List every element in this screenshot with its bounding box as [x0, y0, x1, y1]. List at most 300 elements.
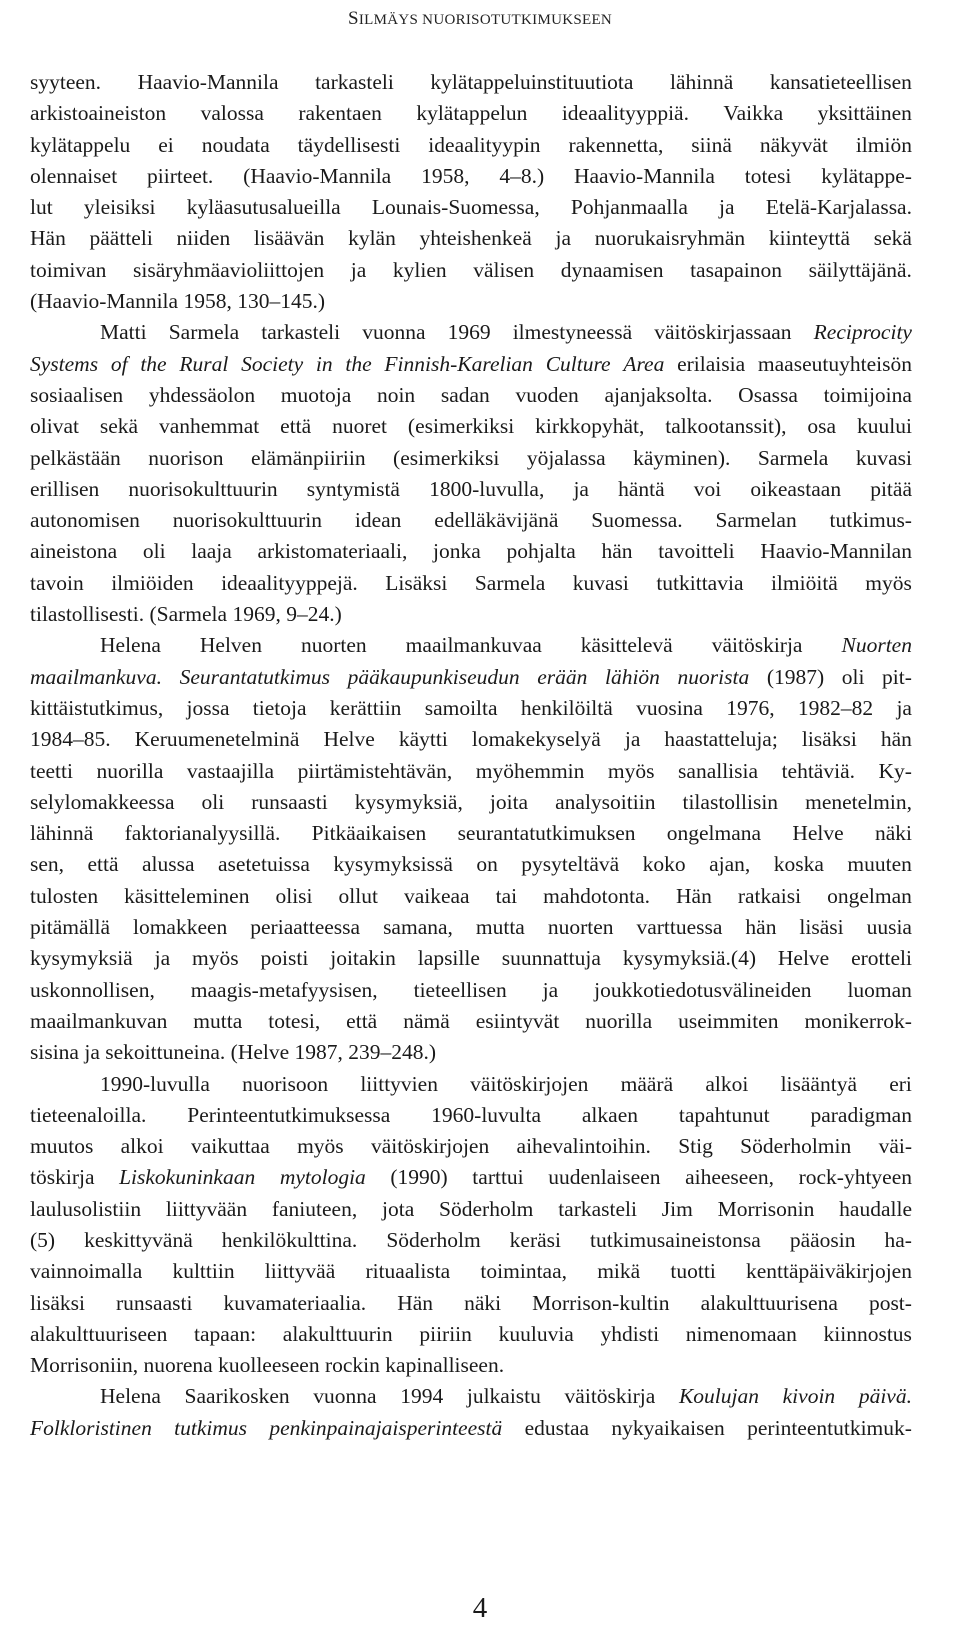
- text-line: [30, 693, 912, 724]
- word: muotoja: [280, 382, 352, 407]
- word: hän: [601, 539, 633, 564]
- word: sisina: [30, 1040, 79, 1065]
- text-line: [30, 1069, 912, 1100]
- word: väitöskirja: [564, 1384, 656, 1409]
- word: Systems: [30, 351, 99, 376]
- word: alkaen: [581, 1102, 638, 1127]
- word: nämä: [403, 1008, 450, 1033]
- word: asetetuissa: [218, 852, 310, 877]
- word: pohjalta: [506, 539, 576, 564]
- word: tai: [495, 883, 518, 908]
- word: esiintyvät: [475, 1008, 560, 1033]
- text-line: [30, 630, 912, 661]
- word: häntä: [618, 476, 665, 501]
- word: koko: [642, 852, 686, 877]
- word: kenttäpäiväkirjojen: [746, 1259, 912, 1284]
- text-line: [30, 1006, 912, 1037]
- word: 1982–82: [797, 695, 874, 720]
- word: kuvasi: [572, 570, 629, 595]
- word: of: [110, 351, 128, 376]
- text-line: [30, 349, 912, 380]
- word: Culture: [545, 351, 611, 376]
- word: (esimerkiksi: [407, 414, 515, 439]
- word: tuotti: [670, 1259, 716, 1284]
- word: mutta: [475, 915, 525, 940]
- word: lisäävän: [253, 226, 325, 251]
- word: Helena: [100, 1384, 161, 1409]
- word: Society: [241, 351, 304, 376]
- word: kysymyksiä,: [354, 789, 463, 814]
- word: henkilökulttina.: [221, 1227, 358, 1252]
- word: tutkimus: [174, 1415, 248, 1440]
- word: 1984–85.: [30, 727, 111, 752]
- word: ilmestyneessä: [512, 320, 633, 345]
- word: faktorianalyysillä.: [124, 821, 281, 846]
- text-line: [30, 1131, 912, 1162]
- word: (1990): [390, 1165, 448, 1190]
- word: Seurantatutkimus: [179, 664, 331, 689]
- text-line: [30, 443, 912, 474]
- word: Osassa: [738, 382, 798, 407]
- text-line: [30, 1037, 912, 1068]
- word: Sarmela: [757, 445, 829, 470]
- text-line: [30, 1100, 912, 1131]
- word: teetti: [30, 758, 73, 783]
- word: Pohjanmaalla: [570, 195, 688, 220]
- word: ongelman: [827, 883, 912, 908]
- word: lisäksi: [801, 727, 857, 752]
- word: periaatteessa: [250, 915, 361, 940]
- word: Hän: [397, 1290, 434, 1315]
- word: 239–248.): [348, 1040, 437, 1065]
- word: julkaistu: [466, 1384, 541, 1409]
- word: vaikeaa: [403, 883, 470, 908]
- word: rituaalista: [365, 1259, 451, 1284]
- word: Hän: [30, 226, 66, 251]
- word: kiinnostus: [823, 1321, 912, 1346]
- text-line: [30, 1319, 912, 1350]
- word: Etelä-Karjalassa.: [765, 195, 912, 220]
- text-line: [30, 1381, 912, 1412]
- word: ilmiöitä: [770, 570, 838, 595]
- word: ajanjaksolta.: [604, 382, 713, 407]
- word: pit-: [882, 664, 912, 689]
- word: ideaalityypin: [428, 132, 541, 157]
- word: kerättiin: [329, 695, 402, 720]
- word: Helve: [323, 727, 375, 752]
- word: joukkotiedotusvälineiden: [594, 977, 812, 1002]
- word: Keruumenetelminä: [134, 727, 300, 752]
- word: ollut: [338, 883, 378, 908]
- word: vuonna: [362, 320, 426, 345]
- word: nimenomaan: [685, 1321, 797, 1346]
- word: nuorisokulttuurin: [172, 508, 323, 533]
- word: nuorilla: [585, 1008, 653, 1033]
- word: alakulttuuriseen: [30, 1321, 168, 1346]
- word: yhteishenkeä: [419, 226, 532, 251]
- word: Stig: [678, 1134, 713, 1159]
- text-line: [30, 1194, 912, 1225]
- body-text: [30, 67, 912, 1444]
- word: määrä: [620, 1071, 674, 1096]
- word: sekä: [873, 226, 912, 251]
- word: että: [346, 1008, 378, 1033]
- word: aineistona: [30, 539, 118, 564]
- word: 4–8.): [499, 163, 545, 188]
- word: edustaa: [524, 1415, 590, 1440]
- word: henkilöiltä: [520, 695, 613, 720]
- word: yhdisti: [600, 1321, 660, 1346]
- word: faniuteen,: [271, 1196, 358, 1221]
- word: välisen: [473, 257, 535, 282]
- word: uusia: [866, 915, 912, 940]
- word: erilaisia: [677, 351, 746, 376]
- text-line: [30, 787, 912, 818]
- text-line: [30, 161, 912, 192]
- word: erotteli: [851, 946, 912, 971]
- word: (Haavio-Mannila: [30, 289, 179, 314]
- word: Pitkäaikaisen: [311, 821, 427, 846]
- word: alakulttuurin: [282, 1321, 393, 1346]
- word: analysoitiin: [555, 789, 656, 814]
- word: Haavio-Mannila: [573, 163, 715, 188]
- text-line: [30, 474, 912, 505]
- running-header-initial: S: [347, 8, 359, 29]
- word: pääosin: [789, 1227, 856, 1252]
- text-line: [30, 223, 912, 254]
- word: menetelmin,: [805, 789, 912, 814]
- word: Area: [623, 351, 665, 376]
- word: talkootanssit),: [665, 414, 787, 439]
- word: paradigman: [810, 1102, 912, 1127]
- word: yöjalassa: [526, 445, 606, 470]
- word: eri: [889, 1071, 912, 1096]
- word: väitöskirjassaan: [654, 320, 792, 345]
- word: nuorista: [677, 664, 750, 689]
- word: selylomakkeessa: [30, 789, 175, 814]
- text-line: [30, 756, 912, 787]
- word: kivoin: [782, 1384, 836, 1409]
- word: voi: [693, 476, 722, 501]
- word: kuvasi: [855, 445, 912, 470]
- word: tutkittavia: [656, 570, 744, 595]
- word: piirtämistehtävän,: [297, 758, 453, 783]
- word: vainnoimalla: [30, 1259, 143, 1284]
- word: aiheeseen,: [685, 1165, 774, 1190]
- word: nuorten: [547, 915, 614, 940]
- word: lisäsi: [799, 915, 844, 940]
- word: monikerrok-: [804, 1008, 912, 1033]
- word: totesi,: [268, 1008, 321, 1033]
- word: syyteen.: [30, 70, 102, 94]
- word: Sarmelan: [715, 508, 797, 533]
- word: sen,: [30, 852, 65, 877]
- word: käsitteleminen: [124, 883, 250, 908]
- word: alussa: [142, 852, 195, 877]
- word: oli: [142, 539, 166, 564]
- word: 1969: [447, 320, 491, 345]
- word: oli: [201, 789, 225, 814]
- word: mahdotonta.: [543, 883, 650, 908]
- word: yleisiksi: [83, 195, 156, 220]
- word: tarkasteli: [558, 1196, 637, 1221]
- word: rock-yhtyeen: [798, 1165, 912, 1190]
- word: rakennetta,: [568, 132, 664, 157]
- word: tasapainon: [690, 257, 783, 282]
- word: päivä.: [858, 1384, 912, 1409]
- word: että: [280, 414, 312, 439]
- word: jota: [382, 1196, 415, 1221]
- word: näki: [874, 821, 912, 846]
- text-line: [30, 536, 912, 567]
- word: ja: [84, 1040, 100, 1065]
- word: Sarmela: [474, 570, 546, 595]
- word: Rural: [179, 351, 229, 376]
- running-header-rest: ILMÄYS NUORISOTUTKIMUKSEEN: [358, 12, 613, 28]
- word: liittyvää: [264, 1259, 336, 1284]
- word: noin: [376, 382, 416, 407]
- text-line: [30, 1350, 912, 1381]
- word: yksittäinen: [817, 101, 912, 126]
- word: kittäistutkimus,: [30, 695, 164, 720]
- word: Suomessa.: [591, 508, 683, 533]
- word: Vaikka: [723, 101, 784, 126]
- word: vanhemmat: [158, 414, 260, 439]
- word: myöhemmin: [475, 758, 585, 783]
- word: runsaasti: [251, 789, 328, 814]
- word: Hän: [676, 883, 712, 908]
- word: valossa: [200, 101, 264, 126]
- word: maailmankuvan: [30, 1008, 168, 1033]
- word: ja: [154, 946, 171, 971]
- word: lähiön: [604, 664, 660, 689]
- word: nuorison: [148, 445, 224, 470]
- text-line: [30, 568, 912, 599]
- text-line: [30, 881, 912, 912]
- page-number: 4: [472, 1592, 488, 1624]
- word: Jim: [661, 1196, 693, 1221]
- word: nuorisoon: [242, 1071, 329, 1096]
- word: toimintaa,: [480, 1259, 567, 1284]
- word: tieteellisen: [413, 977, 507, 1002]
- word: tehtäviä.: [781, 758, 855, 783]
- word: Söderholm: [439, 1196, 534, 1221]
- word: in: [315, 351, 333, 376]
- word: 130–145.): [237, 289, 325, 314]
- word: kiinteyttä: [768, 226, 851, 251]
- word: alkoi: [120, 1134, 164, 1159]
- word: lomakkeen: [132, 915, 228, 940]
- word: lisääntyä: [780, 1071, 857, 1096]
- word: sadan: [440, 382, 490, 407]
- word: sosiaalisen: [30, 382, 124, 407]
- word: tietoja: [252, 695, 307, 720]
- word: tapaan:: [194, 1321, 257, 1346]
- word: keräsi: [509, 1227, 562, 1252]
- word: muutos: [30, 1134, 94, 1159]
- word: ja: [719, 195, 735, 220]
- word: pääkaupunkiseudun: [347, 664, 520, 689]
- word: pelkästään: [30, 445, 121, 470]
- word: kulttiin: [172, 1259, 235, 1284]
- word: edelläkävijänä: [434, 508, 559, 533]
- word: elämänpiiriin: [250, 445, 366, 470]
- text-line: [30, 192, 912, 223]
- word: (Helve: [230, 1040, 290, 1065]
- word: toimijoina: [823, 382, 912, 407]
- word: ja: [896, 695, 912, 720]
- word: siinä: [691, 132, 732, 157]
- word: 1800-luvulla,: [429, 476, 545, 501]
- word: mikä: [597, 1259, 641, 1284]
- word: liittyvien: [360, 1071, 438, 1096]
- word: (1987): [766, 664, 825, 689]
- word: tapahtunut: [678, 1102, 770, 1127]
- word: ja: [555, 226, 571, 251]
- word: tieteenaloilla.: [30, 1102, 147, 1127]
- text-line: [30, 1225, 912, 1256]
- word: poisti: [260, 946, 309, 971]
- word: Ky-: [878, 758, 912, 783]
- word: 1958,: [421, 163, 470, 188]
- word: 1990-luvulla: [100, 1071, 210, 1096]
- word: lisäksi: [30, 1290, 85, 1315]
- word: vuosina: [636, 695, 703, 720]
- word: ja: [624, 727, 641, 752]
- word: Matti: [100, 320, 147, 345]
- word: myös: [607, 758, 655, 783]
- word: sisäryhmäavioliittojen: [133, 257, 325, 282]
- word: tavoin: [30, 570, 84, 595]
- word: joita: [489, 789, 529, 814]
- word: jonka: [433, 539, 481, 564]
- word: ei: [158, 132, 174, 157]
- word: Liskokuninkaan: [119, 1165, 256, 1190]
- word: luoman: [847, 977, 912, 1002]
- text-line: [30, 317, 912, 348]
- word: Helve: [792, 821, 844, 846]
- word: tutkimusaineistonsa: [590, 1227, 761, 1252]
- text-line: [30, 130, 912, 161]
- word: kylien: [392, 257, 447, 282]
- word: kuului: [856, 414, 912, 439]
- word: maaseutuyhteisön: [757, 351, 912, 376]
- word: aihevalintoihin.: [516, 1134, 651, 1159]
- word: säilyttäjänä.: [808, 257, 912, 282]
- word: kylätappeluinstituutiota: [430, 70, 634, 94]
- word: ilmiön: [855, 132, 912, 157]
- word: tarkasteli: [315, 70, 394, 94]
- word: käytti: [398, 727, 448, 752]
- word: perinteentutkimuk-: [747, 1415, 912, 1440]
- word: Haavio-Mannilan: [760, 539, 912, 564]
- word: pysyteltävä: [521, 852, 620, 877]
- word: tarttui: [472, 1165, 524, 1190]
- word: sanallisia: [678, 758, 759, 783]
- word: oikeastaan: [750, 476, 842, 501]
- word: 9–24.): [286, 602, 342, 627]
- word: nuorisokulttuurin: [128, 476, 278, 501]
- word: kuolleeseen: [218, 1353, 320, 1378]
- word: arkistoaineiston: [30, 101, 167, 126]
- word: vuoden: [515, 382, 579, 407]
- word: pitämällä: [30, 915, 110, 940]
- word: myös: [192, 946, 239, 971]
- word: lähinnä: [670, 70, 734, 94]
- word: suunnattuja: [501, 946, 601, 971]
- word: nuoret: [332, 414, 388, 439]
- word: Morrisonin: [717, 1196, 815, 1221]
- text-line: [30, 1162, 912, 1193]
- text-line: [30, 255, 912, 286]
- word: kylätappelun: [416, 101, 528, 126]
- word: Reciprocity: [813, 320, 912, 345]
- word: autonomisen: [30, 508, 140, 533]
- word: oli: [841, 664, 865, 689]
- word: mutta: [193, 1008, 243, 1033]
- word: kirkkopyhät,: [535, 414, 645, 439]
- word: ongelmana: [666, 821, 762, 846]
- word: keskittyvänä: [84, 1227, 193, 1252]
- word: kysymyksiä.(4): [622, 946, 756, 971]
- word: täydellisesti: [297, 132, 401, 157]
- word: niiden: [176, 226, 231, 251]
- word: piiriin: [419, 1321, 472, 1346]
- word: kuuluvia: [498, 1321, 574, 1346]
- word: idean: [354, 508, 402, 533]
- word: hän: [880, 727, 912, 752]
- running-header: [0, 8, 960, 30]
- word: näkyvät: [759, 132, 828, 157]
- word: piirteet.: [147, 163, 214, 188]
- word: kysymyksiä: [30, 946, 133, 971]
- word: ha-: [884, 1227, 912, 1252]
- word: tilastollisesti.: [30, 602, 145, 627]
- word: runsaasti: [116, 1290, 193, 1315]
- word: pitää: [870, 476, 912, 501]
- word: Söderholm: [386, 1227, 481, 1252]
- word: maagis-metafyysisen,: [190, 977, 378, 1002]
- word: (esimerkiksi: [393, 445, 500, 470]
- word: penkinpainajaisperinteestä: [269, 1415, 503, 1440]
- word: tavoitteli: [658, 539, 735, 564]
- word: nykyaikaisen: [611, 1415, 725, 1440]
- word: koska: [773, 852, 824, 877]
- word: kysymyksissä: [333, 852, 453, 877]
- word: kylän: [348, 226, 396, 251]
- word: lapsille: [417, 946, 480, 971]
- word: toimivan: [30, 257, 107, 282]
- text-line: [30, 912, 912, 943]
- text-line: [30, 662, 912, 693]
- word: lähinnä: [30, 821, 94, 846]
- word: myös: [865, 570, 912, 595]
- word: samoilta: [424, 695, 498, 720]
- word: rockin: [324, 1353, 380, 1378]
- word: 1994: [400, 1384, 444, 1409]
- word: Folkloristinen: [30, 1415, 152, 1440]
- word: ideaalityyppejä.: [221, 570, 358, 595]
- word: Perinteentutkimuksessa: [187, 1102, 391, 1127]
- text-line: [30, 975, 912, 1006]
- word: rakentaen: [298, 101, 382, 126]
- word: ideaalityyppiä.: [561, 101, 689, 126]
- word: Koulujan: [678, 1384, 759, 1409]
- word: (5): [30, 1227, 56, 1252]
- word: haastatteluja;: [664, 727, 778, 752]
- word: Finnish-Karelian: [384, 351, 533, 376]
- word: kansatieteellisen: [769, 70, 912, 94]
